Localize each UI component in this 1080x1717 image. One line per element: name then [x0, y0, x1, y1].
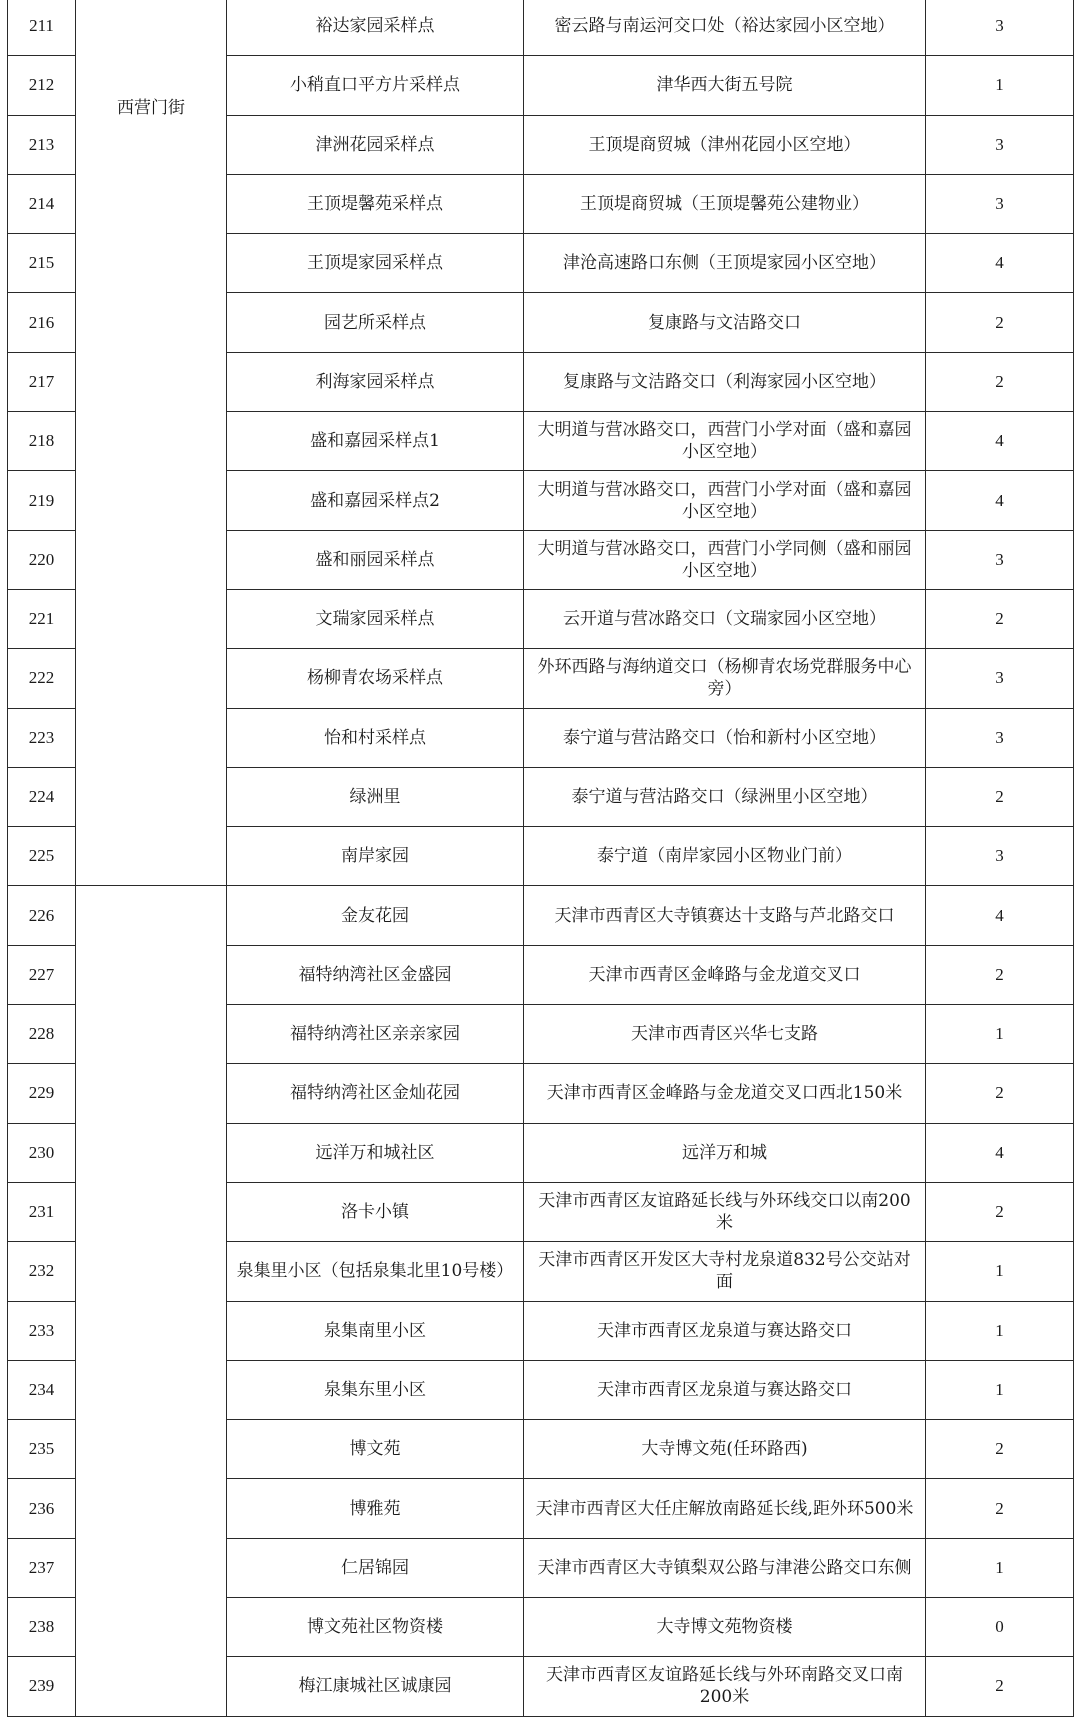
row-number: 216	[8, 293, 76, 352]
row-number: 227	[8, 945, 76, 1004]
site-name: 泉集东里小区	[227, 1360, 524, 1419]
sampling-point-count: 2	[926, 945, 1074, 1004]
district-cell: 西营门街	[76, 0, 227, 886]
site-address: 外环西路与海纳道交口（杨柳青农场党群服务中心旁）	[524, 649, 926, 708]
site-name: 泉集南里小区	[227, 1301, 524, 1360]
row-number: 223	[8, 708, 76, 767]
site-address: 大明道与营冰路交口，西营门小学对面（盛和嘉园小区空地）	[524, 412, 926, 471]
row-number: 222	[8, 649, 76, 708]
sampling-point-count: 4	[926, 234, 1074, 293]
site-name: 裕达家园采样点	[227, 0, 524, 56]
site-address: 天津市西青区友谊路延长线与外环南路交叉口南200米	[524, 1657, 926, 1716]
row-number: 221	[8, 589, 76, 648]
sampling-point-count: 2	[926, 1064, 1074, 1123]
sampling-point-count: 1	[926, 1242, 1074, 1301]
row-number: 233	[8, 1301, 76, 1360]
site-address: 王顶堤商贸城（王顶堤馨苑公建物业）	[524, 174, 926, 233]
site-address: 大寺博文苑(任环路西)	[524, 1420, 926, 1479]
sampling-point-count: 1	[926, 56, 1074, 115]
row-number: 236	[8, 1479, 76, 1538]
sampling-point-count: 2	[926, 589, 1074, 648]
table-row	[8, 886, 1074, 945]
site-address: 密云路与南运河交口处（裕达家园小区空地）	[524, 0, 926, 56]
site-name: 博文苑社区物资楼	[227, 1598, 524, 1657]
site-address: 天津市西青区大寺镇赛达十支路与芦北路交口	[524, 886, 926, 945]
site-address: 天津市西青区大寺镇梨双公路与津港公路交口东侧	[524, 1538, 926, 1597]
sampling-point-count: 1	[926, 1538, 1074, 1597]
site-name: 博文苑	[227, 1420, 524, 1479]
site-address: 天津市西青区龙泉道与赛达路交口	[524, 1360, 926, 1419]
row-number: 230	[8, 1123, 76, 1182]
row-number: 228	[8, 1005, 76, 1064]
row-number: 239	[8, 1657, 76, 1716]
row-number: 215	[8, 234, 76, 293]
district-cell	[76, 886, 227, 1716]
site-name: 泉集里小区（包括泉集北里10号楼）	[227, 1242, 524, 1301]
site-address: 大明道与营冰路交口，西营门小学同侧（盛和丽园小区空地）	[524, 530, 926, 589]
site-name: 王顶堤家园采样点	[227, 234, 524, 293]
row-number: 212	[8, 56, 76, 115]
row-number: 213	[8, 115, 76, 174]
sampling-point-count: 3	[926, 708, 1074, 767]
site-address: 天津市西青区龙泉道与赛达路交口	[524, 1301, 926, 1360]
sampling-point-count: 2	[926, 1182, 1074, 1241]
row-number: 225	[8, 827, 76, 886]
sampling-point-count: 4	[926, 1123, 1074, 1182]
site-address: 云开道与营冰路交口（文瑞家园小区空地）	[524, 589, 926, 648]
row-number: 232	[8, 1242, 76, 1301]
sampling-point-count: 2	[926, 352, 1074, 411]
site-address: 泰宁道与营沽路交口（怡和新村小区空地）	[524, 708, 926, 767]
site-address: 复康路与文洁路交口	[524, 293, 926, 352]
row-number: 218	[8, 412, 76, 471]
site-name: 怡和村采样点	[227, 708, 524, 767]
site-address: 大寺博文苑物资楼	[524, 1598, 926, 1657]
site-address: 津沧高速路口东侧（王顶堤家园小区空地）	[524, 234, 926, 293]
sampling-point-count: 4	[926, 412, 1074, 471]
row-number: 229	[8, 1064, 76, 1123]
row-number: 220	[8, 530, 76, 589]
sampling-point-count: 2	[926, 293, 1074, 352]
sampling-point-count: 1	[926, 1005, 1074, 1064]
site-name: 利海家园采样点	[227, 352, 524, 411]
sampling-point-count: 0	[926, 1598, 1074, 1657]
site-name: 王顶堤馨苑采样点	[227, 174, 524, 233]
site-name: 南岸家园	[227, 827, 524, 886]
sampling-point-count: 3	[926, 174, 1074, 233]
row-number: 237	[8, 1538, 76, 1597]
row-number: 217	[8, 352, 76, 411]
site-address: 王顶堤商贸城（津州花园小区空地）	[524, 115, 926, 174]
site-address: 泰宁道与营沽路交口（绿洲里小区空地）	[524, 767, 926, 826]
site-name: 杨柳青农场采样点	[227, 649, 524, 708]
sampling-point-count: 3	[926, 0, 1074, 56]
row-number: 238	[8, 1598, 76, 1657]
site-address: 泰宁道（南岸家园小区物业门前）	[524, 827, 926, 886]
row-number: 224	[8, 767, 76, 826]
sampling-point-count: 3	[926, 530, 1074, 589]
site-name: 福特纳湾社区金灿花园	[227, 1064, 524, 1123]
site-address: 天津市西青区开发区大寺村龙泉道832号公交站对面	[524, 1242, 926, 1301]
site-address: 天津市西青区金峰路与金龙道交叉口	[524, 945, 926, 1004]
site-name: 文瑞家园采样点	[227, 589, 524, 648]
site-name: 园艺所采样点	[227, 293, 524, 352]
sampling-point-count: 4	[926, 886, 1074, 945]
site-address: 天津市西青区友谊路延长线与外环线交口以南200米	[524, 1182, 926, 1241]
site-name: 盛和丽园采样点	[227, 530, 524, 589]
site-name: 绿洲里	[227, 767, 524, 826]
site-name: 博雅苑	[227, 1479, 524, 1538]
site-address: 天津市西青区兴华七支路	[524, 1005, 926, 1064]
row-number: 234	[8, 1360, 76, 1419]
sampling-sites-table	[7, 0, 1074, 1717]
sampling-point-count: 4	[926, 471, 1074, 530]
sampling-point-count: 2	[926, 767, 1074, 826]
row-number: 214	[8, 174, 76, 233]
site-address: 大明道与营冰路交口，西营门小学对面（盛和嘉园小区空地）	[524, 471, 926, 530]
sampling-point-count: 1	[926, 1360, 1074, 1419]
site-address: 天津市西青区金峰路与金龙道交叉口西北150米	[524, 1064, 926, 1123]
site-name: 小稍直口平方片采样点	[227, 56, 524, 115]
sampling-point-count: 3	[926, 115, 1074, 174]
row-number: 235	[8, 1420, 76, 1479]
sampling-point-count: 2	[926, 1479, 1074, 1538]
table-row	[8, 0, 1074, 56]
site-name: 津洲花园采样点	[227, 115, 524, 174]
sampling-point-count: 2	[926, 1657, 1074, 1716]
site-address: 复康路与文洁路交口（利海家园小区空地）	[524, 352, 926, 411]
site-name: 金友花园	[227, 886, 524, 945]
site-address: 远洋万和城	[524, 1123, 926, 1182]
site-name: 福特纳湾社区亲亲家园	[227, 1005, 524, 1064]
row-number: 231	[8, 1182, 76, 1241]
site-name: 盛和嘉园采样点2	[227, 471, 524, 530]
sampling-point-count: 3	[926, 649, 1074, 708]
site-name: 仁居锦园	[227, 1538, 524, 1597]
site-name: 福特纳湾社区金盛园	[227, 945, 524, 1004]
site-name: 梅江康城社区诚康园	[227, 1657, 524, 1716]
site-address: 津华西大街五号院	[524, 56, 926, 115]
row-number: 211	[8, 0, 76, 56]
sampling-point-count: 3	[926, 827, 1074, 886]
site-address: 天津市西青区大任庄解放南路延长线,距外环500米	[524, 1479, 926, 1538]
sampling-point-count: 2	[926, 1420, 1074, 1479]
row-number: 226	[8, 886, 76, 945]
site-name: 洛卡小镇	[227, 1182, 524, 1241]
site-name: 盛和嘉园采样点1	[227, 412, 524, 471]
sampling-point-count: 1	[926, 1301, 1074, 1360]
row-number: 219	[8, 471, 76, 530]
site-name: 远洋万和城社区	[227, 1123, 524, 1182]
